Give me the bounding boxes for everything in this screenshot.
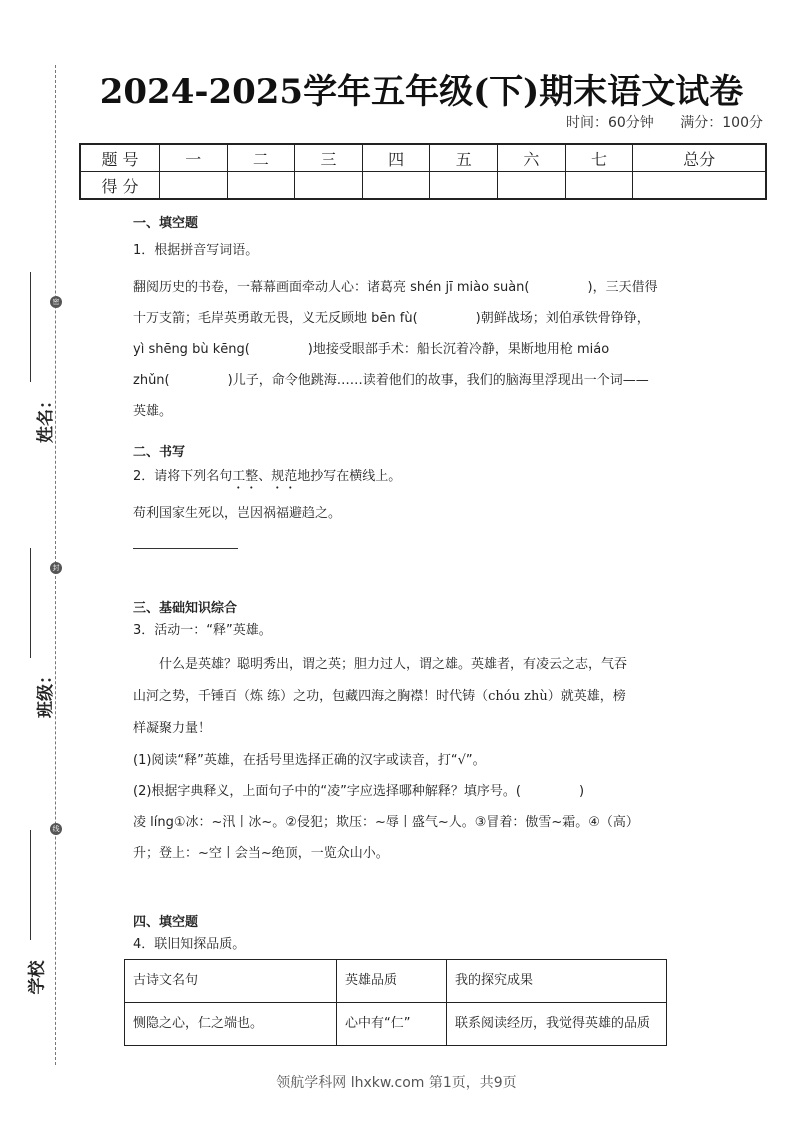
table-row xyxy=(125,1003,667,1046)
q1-line-3 xyxy=(133,334,673,365)
table-cell: 恻隐之心，仁之端也。 xyxy=(125,1003,337,1046)
q2-text: 地抄写在横线上。 xyxy=(297,469,402,484)
score-input-cell[interactable] xyxy=(498,172,566,200)
q1-line-5: 英雄。 xyxy=(133,404,173,419)
seal-mark-mi: 密 xyxy=(50,296,62,308)
seal-mark-xian: 线 xyxy=(50,823,62,835)
q1-text: )朝鲜战场；刘伯承铁骨铮铮， xyxy=(475,311,650,326)
quality-table xyxy=(124,959,667,1046)
score-cell: 二 xyxy=(227,144,295,172)
score-cell: 五 xyxy=(430,144,498,172)
passage-line-3: 样凝聚力量！ xyxy=(133,721,212,736)
question-4: 4．联旧知探品质。 xyxy=(133,937,246,952)
page-footer: 领航学科网 lhxkw.com 第1页，共9页 xyxy=(276,1075,517,1091)
score-input-cell[interactable] xyxy=(565,172,633,200)
exam-title: 2024-2025学年五年级(下)期末语文试卷 xyxy=(99,72,744,112)
q1-text: )，三天借得 xyxy=(587,280,658,295)
table-cell: 心中有“仁” xyxy=(337,1003,447,1046)
passage-line-1: 什么是英雄？聪明秀出，谓之英；胆力过人，谓之雄。英雄者，有凌云之志，气吞 xyxy=(159,657,628,672)
seal-mark-feng: 封 xyxy=(50,562,62,574)
score-input-cell[interactable] xyxy=(160,172,228,200)
q3-text: ) xyxy=(578,784,585,799)
score-cell: 四 xyxy=(362,144,430,172)
score-row-label: 得 分 xyxy=(80,172,160,200)
q1-text: )地接受眼部手术：船长沉着冷静，果断地用枪 miáo xyxy=(307,342,610,357)
name-label: 姓名： xyxy=(36,392,56,443)
exam-meta xyxy=(544,112,763,132)
score-cell: 六 xyxy=(498,144,566,172)
score-cell: 七 xyxy=(565,144,633,172)
score-input-cell[interactable] xyxy=(633,172,766,200)
q2-emphasis: 工整、规范 xyxy=(232,469,298,484)
exam-content xyxy=(133,214,673,1046)
school-label: 学校 xyxy=(27,960,48,995)
section-4-heading: 四、填空题 xyxy=(133,915,199,930)
score-input-cell[interactable] xyxy=(295,172,363,200)
score-cell: 三 xyxy=(295,144,363,172)
q3-text: (2)根据字典释义，上面句子中的“凌”字应选择哪种解释？填序号。( xyxy=(133,784,521,799)
time-limit: 时间：60分钟 xyxy=(565,115,654,131)
full-score: 满分：100分 xyxy=(680,115,763,131)
quality-table-header xyxy=(125,960,667,1003)
class-underline xyxy=(30,548,31,658)
q1-line-2 xyxy=(133,303,673,334)
quote-line: 苟利国家生死以，岂因祸福避趋之。 xyxy=(133,506,342,521)
passage-line-2: 山河之势，千锤百（炼 练）之功，包藏四海之胸襟！时代铸（chóu zhù）就英雄，榜 xyxy=(133,689,626,704)
score-table-header-row xyxy=(80,144,766,172)
score-input-cell[interactable] xyxy=(430,172,498,200)
score-table-score-row xyxy=(80,172,766,200)
question-3-sub-2 xyxy=(133,776,673,807)
q1-text: 十万支箭；毛岸英勇敢无畏，义无反顾地 bēn fù( xyxy=(133,311,418,326)
table-header-cell: 英雄品质 xyxy=(337,960,447,1003)
copy-answer-line[interactable] xyxy=(133,540,238,549)
table-cell: 联系阅读经历，我觉得英雄的品质 xyxy=(447,1003,667,1046)
section-3-heading: 三、基础知识综合 xyxy=(133,601,238,616)
definition-line-1: 凌 líng①冰：~汛丨冰~。②侵犯；欺压：~辱丨盛气~人。③冒着：傲雪~霜。④（高） xyxy=(133,815,639,830)
score-cell: 一 xyxy=(160,144,228,172)
score-input-cell[interactable] xyxy=(362,172,430,200)
score-table xyxy=(79,143,767,200)
table-header-cell: 我的探究成果 xyxy=(447,960,667,1003)
q1-text: zhǔn( xyxy=(133,373,170,388)
q1-line-1 xyxy=(133,272,673,303)
school-underline xyxy=(30,830,31,940)
score-cell: 题 号 xyxy=(80,144,160,172)
score-input-cell[interactable] xyxy=(227,172,295,200)
name-underline xyxy=(30,272,31,382)
q2-text: 2．请将下列名句 xyxy=(133,469,233,484)
question-1: 1．根据拼音写词语。 xyxy=(133,243,259,258)
q1-line-4 xyxy=(133,365,673,396)
section-2-heading: 二、书写 xyxy=(133,445,186,460)
definition-line-2: 升；登上：~空丨会当~绝顶，一览众山小。 xyxy=(133,846,389,861)
q1-text: 翻阅历史的书卷，一幕幕画面牵动人心：诸葛亮 shén jī miào suàn( xyxy=(133,280,530,295)
q1-text: )儿子，命令他跳海……读着他们的故事，我们的脑海里浮现出一个词—— xyxy=(227,373,649,388)
section-1-heading: 一、填空题 xyxy=(133,216,199,231)
class-label: 班级： xyxy=(36,667,56,718)
question-3: 3．活动一：“释”英雄。 xyxy=(133,623,272,638)
question-3-sub-1: (1)阅读“释”英雄，在括号里选择正确的汉字或读音，打“√”。 xyxy=(133,753,486,768)
q1-text: yì shēng bù kēng( xyxy=(133,342,250,357)
score-cell: 总分 xyxy=(633,144,766,172)
question-2 xyxy=(133,467,673,492)
table-header-cell: 古诗文名句 xyxy=(125,960,337,1003)
